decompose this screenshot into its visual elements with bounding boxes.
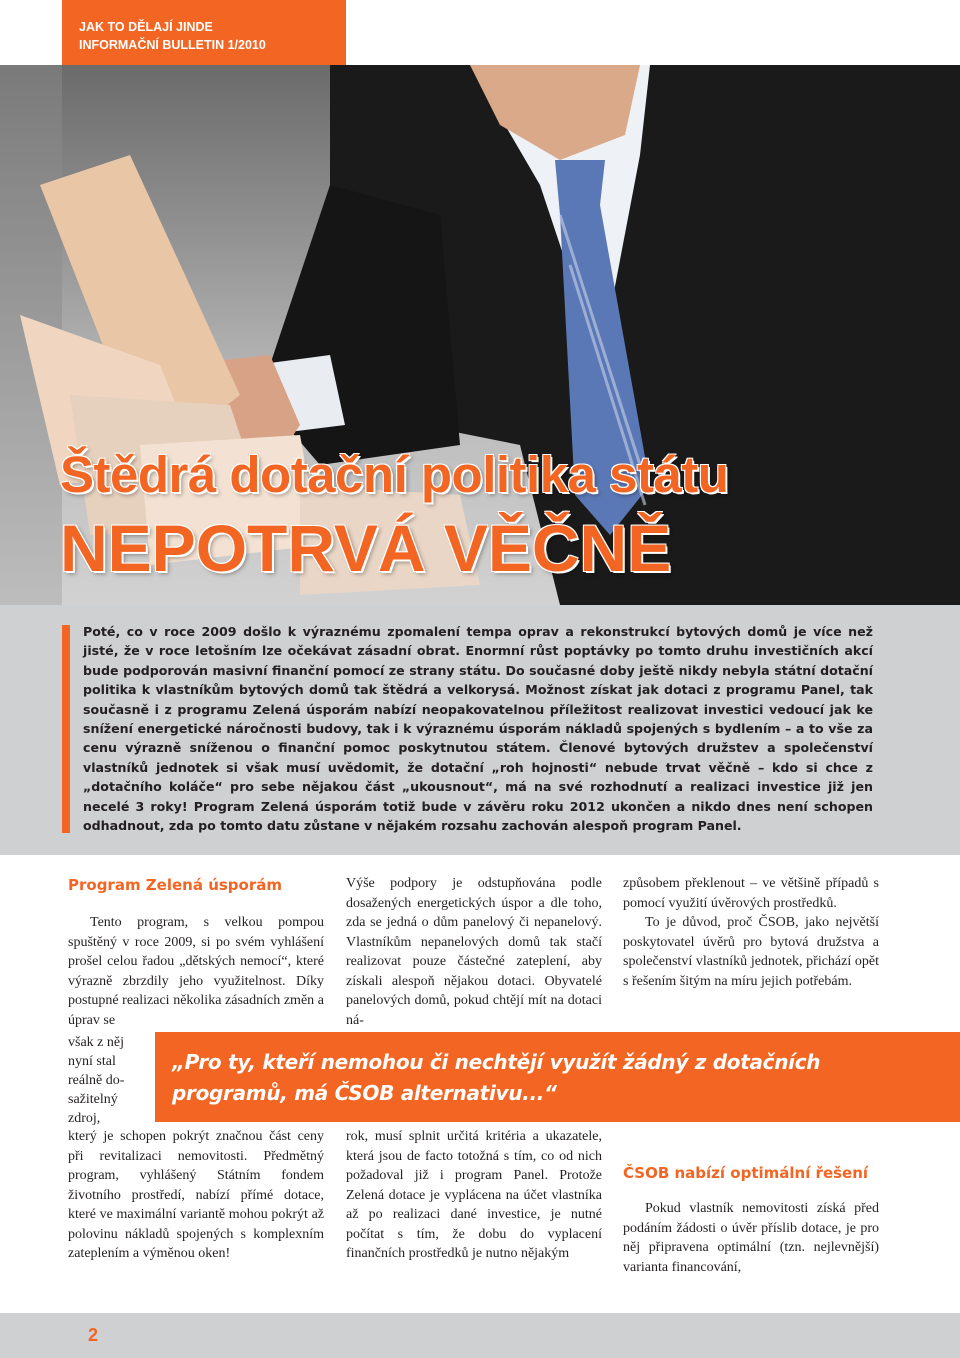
col2-text-a: Výše podpory je odstupňována podle dosažených energetických úspor a dle toho, zda se jedná o dům panelový či nepanelový. Vlastníkům nepanelových domů tak stačí realizovat pouze částečné zateplení, aby získali alespoň nějakou dotaci. Obyvatelé panelových domů, pokud chtějí mít na dotaci ná- <box>346 876 602 1028</box>
col1-narrow-line: nyní stal <box>68 1054 116 1069</box>
column-1-paragraph-a <box>68 913 324 1030</box>
bulletin-header-tab <box>62 0 346 65</box>
header-line-1: JAK TO DĚLAJÍ JINDE <box>79 20 213 34</box>
col1-narrow-line: sažitelný <box>68 1092 118 1107</box>
article-title-line-1: Štědrá dotační politika státu <box>60 446 729 503</box>
col1-narrow-line: zdroj, <box>68 1111 101 1126</box>
pull-quote-line-1: „Pro ty, kteří nemohou či nechtějí využít žádný z dotačních <box>172 1050 821 1074</box>
section-heading-csob: ČSOB nabízí optimální řešení <box>623 1164 869 1182</box>
intro-accent-bar <box>62 625 70 833</box>
col3-text-b: Pokud vlastník nemovitosti získá před podáním žádosti o úvěr příslib dotace, je pro něj připravena optimální (tzn. nejlevnější) varianta financování, <box>623 1201 879 1275</box>
section-heading-zelena-usporam: Program Zelená úsporám <box>68 876 282 894</box>
col1-narrow-line: však z něj <box>68 1035 124 1050</box>
page-footer <box>0 1313 960 1358</box>
column-2-paragraph-a <box>346 874 602 1030</box>
page-number: 2 <box>88 1325 99 1345</box>
header-line-2: INFORMAČNÍ BULLETIN 1/2010 <box>79 38 266 52</box>
column-2-paragraph-b <box>346 1127 602 1264</box>
col1-narrow-line: reálně do- <box>68 1073 125 1088</box>
column-3-paragraph-b <box>623 1199 879 1277</box>
col3-text-a2: To je důvod, proč ČSOB, jako největší poskytovatel úvěrů pro bytová družstva a společenství vlastníků jednotek, přichází opět s řešením šitým na míru jejich potřebám. <box>623 915 879 989</box>
column-1-paragraph-b <box>68 1127 324 1264</box>
column-3-paragraph-a <box>623 874 879 991</box>
article-title-line-2: NEPOTRVÁ VĚČNĚ <box>60 511 672 585</box>
col1-text-a: Tento program, s velkou pompou spuštěný v roce 2009, si po svém vyhlášení prošel celou řadou „dětských nemocí“, které výrazně zbrzdily jeho využitelnost. Díky postupné realizaci několika zásadních změn a úprav se <box>68 915 324 1028</box>
pull-quote-line-2: programů, má ČSOB alternativu...“ <box>172 1081 557 1105</box>
col3-text-a1: způsobem překlenout – ve většině případů s pomocí využití úvěrových prostředků. <box>623 876 879 911</box>
intro-paragraph: Poté, co v roce 2009 došlo k výraznému zpomalení tempa oprav a rekonstrukcí bytových domů je více než jisté, že v roce letošním lze očekávat zásadní obrat. Enormní růst poptávky po tomto druhu investičních akcí bude podporován masivní finanční pomocí ze strany státu. Do současné doby ještě nikdy nebyla státní dotační politika k vlastníkům bytových domů tak štědrá a velkorysá. Možnost získat jak dotaci z programu Panel, tak současně i z programu Zelená úsporám nabízí neopakovatelnou příležitost realizovat investici vedoucí jak ke snížení energetické náročnosti budovy, tak i k výraznému úsporám nákladů spojených s bydlením – a to vše za cenu výrazně sníženou o finanční pomoc poskytnutou státem. Členové bytových družstev a společenství vlastníků jednotek si však musí uvědomit, že dotační „roh hojnosti“ nebude trvat věčně – kdo si chce z „dotačního koláče“ pro sebe nějakou část „ukousnout“, má na své rozhodnutí a realizaci investice již jen necelé 3 roky! Program Zelená úsporám totiž bude v závěru roku 2012 ukončen a nikdo dnes není schopen odhadnout, zda po tomto datu zůstane v nějakém rozsahu zachován alespoň program Panel. <box>83 624 873 834</box>
col1-text-b: který je schopen pokrýt značnou část ceny při revitalizaci nemovitosti. Předmětný program, vyhlášený Státním fondem životního prostředí, nabízí přímé dotace, které ve maximální variantě mohou pokrýt až polovinu nákladů spojených s komplexním zateplením a výměnou oken! <box>68 1129 324 1261</box>
col2-text-b: rok, musí splnit určitá kritéria a ukazatele, která jsou de facto totožná s tím, co od nich požadoval již i program Panel. Protože Zelená dotace je vyplácena na účet vlastníka až po realizaci dané investice, je nutné počítat s tím, že dobu do vyplacení finančních prostředků je nutno nějakým <box>346 1129 602 1261</box>
pull-quote-box <box>155 1032 960 1122</box>
